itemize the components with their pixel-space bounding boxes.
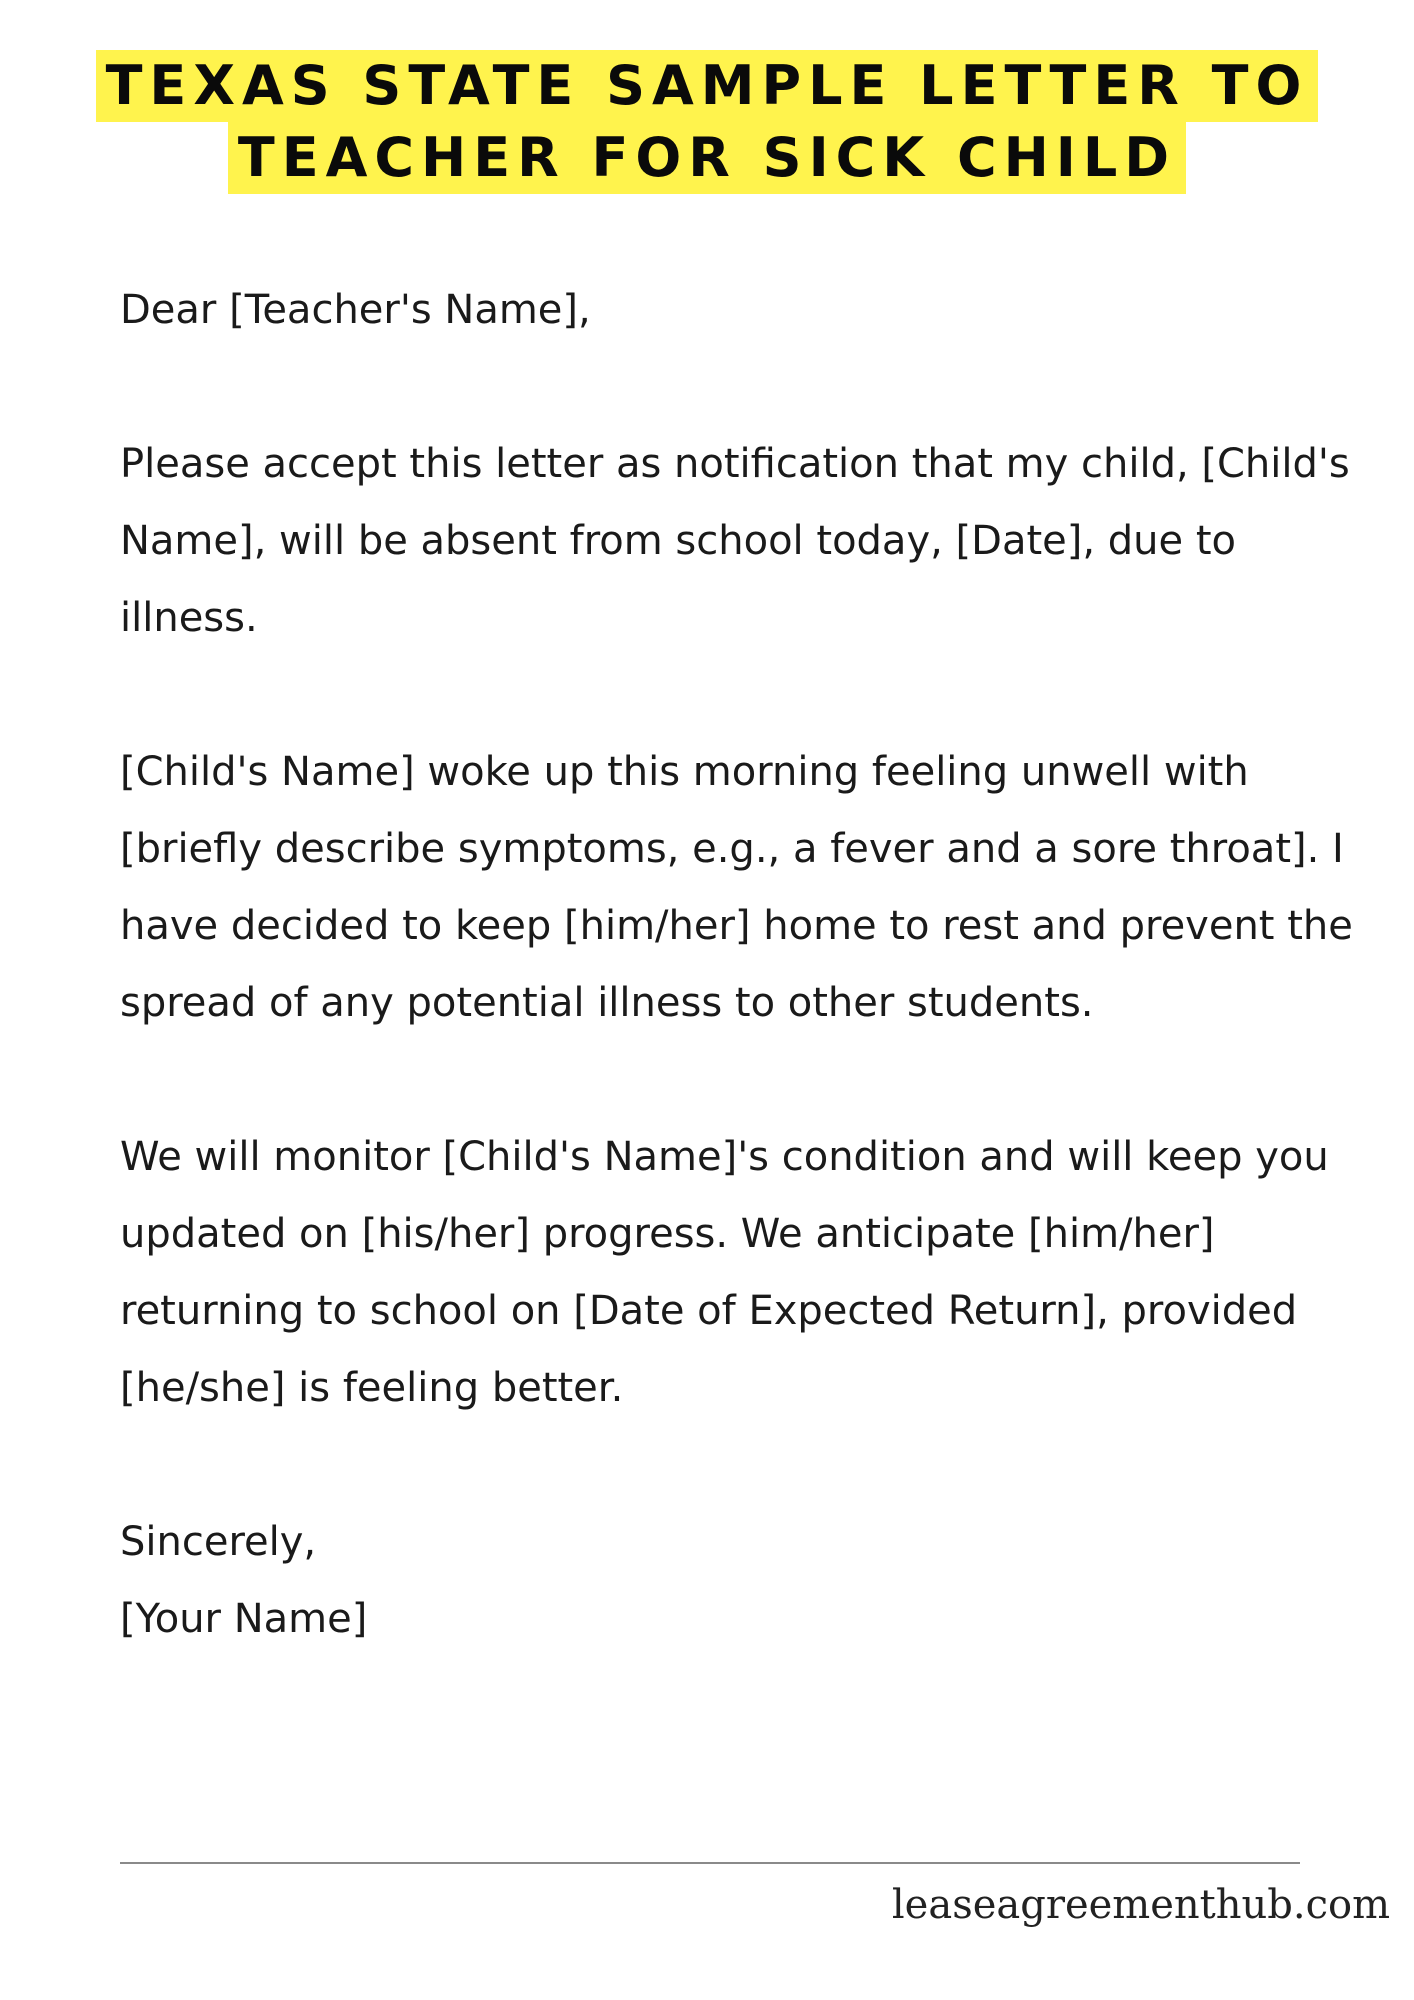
signature: [Your Name]: [120, 1596, 368, 1642]
paragraph-notification: Please accept this letter as notification that my child, [Child's Name], will be absent from school today, [Date], due to illness.: [120, 441, 1350, 641]
title-line-2: TEACHER FOR SICK CHILD: [228, 122, 1186, 194]
salutation: Dear [Teacher's Name],: [120, 287, 591, 333]
site-watermark: leaseagreementhub.com: [891, 1882, 1390, 1928]
page-title: [0, 50, 1414, 194]
letter-body: [120, 272, 1360, 1658]
paragraph-return: We will monitor [Child's Name]'s condition and will keep you updated on [his/her] progress. We anticipate [him/her] returning to school on [Date of Expected Return], provided [he/she] is feeling better.: [120, 1134, 1329, 1411]
closing: Sincerely,: [120, 1519, 317, 1565]
footer-divider: [120, 1862, 1300, 1864]
title-line-1: TEXAS STATE SAMPLE LETTER TO: [96, 50, 1319, 122]
paragraph-symptoms: [Child's Name] woke up this morning feeling unwell with [briefly describe symptoms, e.g., a fever and a sore throat]. I have decided to keep [him/her] home to rest and prevent the spread of any potential illness to other students.: [120, 749, 1353, 1026]
